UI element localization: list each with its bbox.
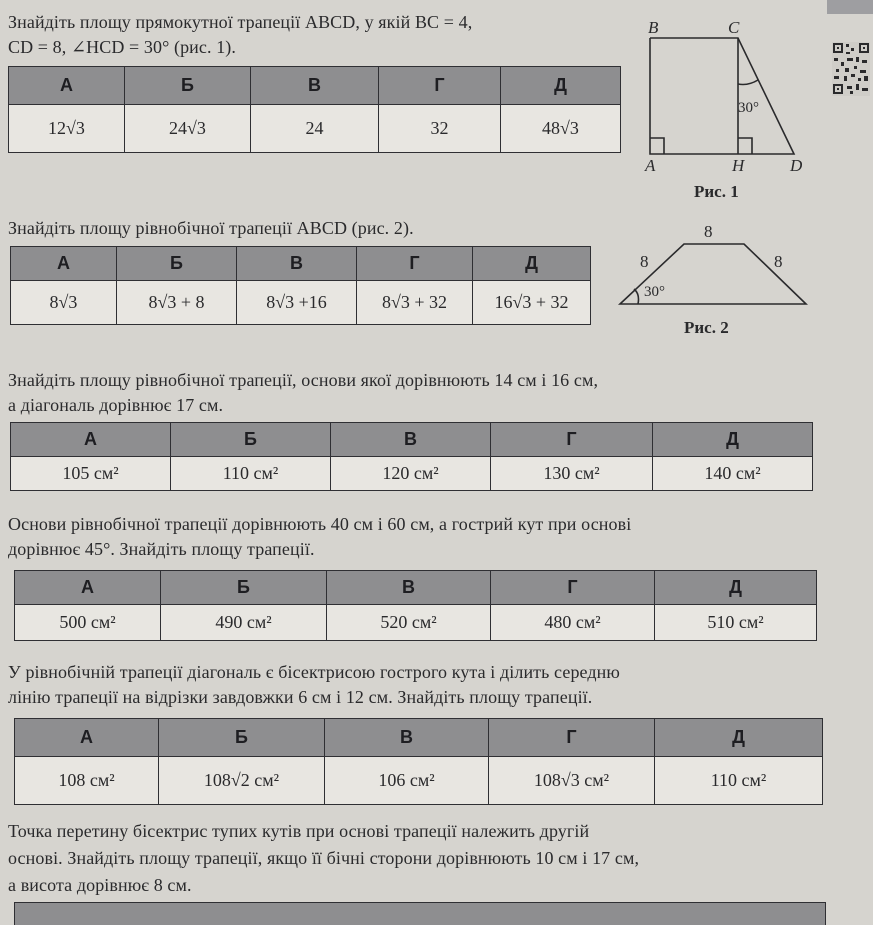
answer-option-g[interactable]: 32	[379, 105, 501, 153]
answer-header-a: А	[15, 719, 159, 757]
answer-option-b[interactable]: 108√2 см²	[159, 757, 325, 805]
page-edge-bar	[827, 0, 873, 14]
answer-header-b: Б	[117, 247, 237, 281]
problem-3-text	[8, 368, 598, 418]
answer-header-g: Г	[489, 719, 655, 757]
answer-header-v: В	[237, 247, 357, 281]
answer-header-v: В	[331, 423, 491, 457]
answer-option-v[interactable]: 8√3 +16	[237, 281, 357, 325]
answer-header-b: Б	[161, 571, 327, 605]
answer-header-b: Б	[171, 423, 331, 457]
qr-code-icon	[832, 42, 870, 96]
problem-1-answer-table	[8, 66, 621, 153]
problem-5-text	[8, 660, 620, 710]
figure-2-label-left: 8	[640, 252, 649, 271]
problem-6-text	[8, 818, 639, 899]
problem-5-line-2: лінію трапеції на відрізки завдовжки 6 см і 12 см. Знайдіть площу трапеції.	[8, 687, 593, 707]
answer-header-a: А	[11, 423, 171, 457]
answer-header-v: В	[251, 67, 379, 105]
answer-option-a[interactable]: 8√3	[11, 281, 117, 325]
problem-4-text	[8, 512, 631, 562]
problem-5-answer-table	[14, 718, 823, 805]
problem-2-text	[8, 216, 414, 241]
answer-header-d: Д	[653, 423, 813, 457]
problem-3-line-2: а діагональ дорівнює 17 см.	[8, 395, 224, 415]
figure-2-angle-label: 30°	[644, 284, 665, 300]
problem-6-answer-table-header	[14, 902, 826, 925]
problem-3-line-1: Знайдіть площу рівнобічної трапеції, основи якої дорівнюють 14 см і 16 см,	[8, 370, 599, 390]
figure-2-caption: Рис. 2	[684, 318, 729, 337]
problem-1-line-2: CD = 8, ∠HCD = 30° (рис. 1).	[8, 37, 237, 57]
problem-1-text	[8, 10, 472, 60]
answer-header-a: А	[11, 247, 117, 281]
answer-header-d: Д	[655, 571, 817, 605]
figure-1-trapezoid	[636, 14, 816, 174]
answer-header-g: Г	[379, 67, 501, 105]
problem-3-answer-table	[10, 422, 813, 491]
answer-header-b: Б	[159, 719, 325, 757]
answer-header-g: Г	[491, 423, 653, 457]
answer-option-g[interactable]: 130 см²	[491, 457, 653, 491]
answer-header-d: Д	[655, 719, 823, 757]
answer-option-g[interactable]: 480 см²	[491, 605, 655, 641]
answer-option-d[interactable]: 510 см²	[655, 605, 817, 641]
problem-6-line-3: а висота дорівнює 8 см.	[8, 875, 192, 895]
figure-2-label-right: 8	[774, 252, 783, 271]
answer-header-v: В	[325, 719, 489, 757]
answer-header-d: Д	[501, 67, 621, 105]
figure-1-angle-label: 30°	[738, 100, 759, 116]
answer-option-v[interactable]: 106 см²	[325, 757, 489, 805]
answer-option-b[interactable]: 24√3	[125, 105, 251, 153]
answer-header-g: Г	[357, 247, 473, 281]
answer-option-d[interactable]: 16√3 + 32	[473, 281, 591, 325]
figure-2-label-top: 8	[704, 222, 713, 241]
problem-2-answer-table	[10, 246, 591, 325]
answer-option-a[interactable]: 105 см²	[11, 457, 171, 491]
figure-1-label-a: A	[645, 156, 656, 175]
answer-option-a[interactable]: 12√3	[9, 105, 125, 153]
figure-1-label-c: C	[728, 18, 740, 37]
figure-1-label-d: D	[790, 156, 803, 175]
problem-2-line-1: Знайдіть площу рівнобічної трапеції ABCD (рис. 2).	[8, 218, 414, 238]
answer-header-a: А	[15, 571, 161, 605]
problem-1-line-1: Знайдіть площу прямокутної трапеції ABCD, у якій BC = 4,	[8, 12, 473, 32]
answer-option-b[interactable]: 8√3 + 8	[117, 281, 237, 325]
figure-2-trapezoid	[612, 236, 812, 316]
answer-header-d: Д	[473, 247, 591, 281]
answer-option-d[interactable]: 140 см²	[653, 457, 813, 491]
answer-option-b[interactable]: 110 см²	[171, 457, 331, 491]
answer-header-g: Г	[491, 571, 655, 605]
answer-option-b[interactable]: 490 см²	[161, 605, 327, 641]
answer-header-a: А	[9, 67, 125, 105]
figure-1-label-h: H	[732, 156, 745, 175]
answer-option-a[interactable]: 108 см²	[15, 757, 159, 805]
figure-1-caption: Рис. 1	[694, 182, 739, 201]
problem-6-line-1: Точка перетину бісектрис тупих кутів при основі трапеції належить другій	[8, 821, 590, 841]
answer-option-d[interactable]: 48√3	[501, 105, 621, 153]
problem-6-line-2: основі. Знайдіть площу трапеції, якщо її бічні сторони дорівнюють 10 см і 17 см,	[8, 848, 640, 868]
problem-4-line-2: дорівнює 45°. Знайдіть площу трапеції.	[8, 539, 315, 559]
answer-header-v: В	[327, 571, 491, 605]
answer-option-v[interactable]: 24	[251, 105, 379, 153]
problem-4-line-1: Основи рівнобічної трапеції дорівнюють 40 см і 60 см, а гострий кут при основі	[8, 514, 632, 534]
answer-option-g[interactable]: 108√3 см²	[489, 757, 655, 805]
problem-4-answer-table	[14, 570, 817, 641]
answer-header-b: Б	[125, 67, 251, 105]
answer-option-d[interactable]: 110 см²	[655, 757, 823, 805]
answer-option-g[interactable]: 8√3 + 32	[357, 281, 473, 325]
answer-option-v[interactable]: 520 см²	[327, 605, 491, 641]
figure-1-label-b: B	[648, 18, 659, 37]
answer-option-v[interactable]: 120 см²	[331, 457, 491, 491]
problem-5-line-1: У рівнобічній трапеції діагональ є бісектрисою гострого кута і ділить середню	[8, 662, 620, 682]
answer-option-a[interactable]: 500 см²	[15, 605, 161, 641]
